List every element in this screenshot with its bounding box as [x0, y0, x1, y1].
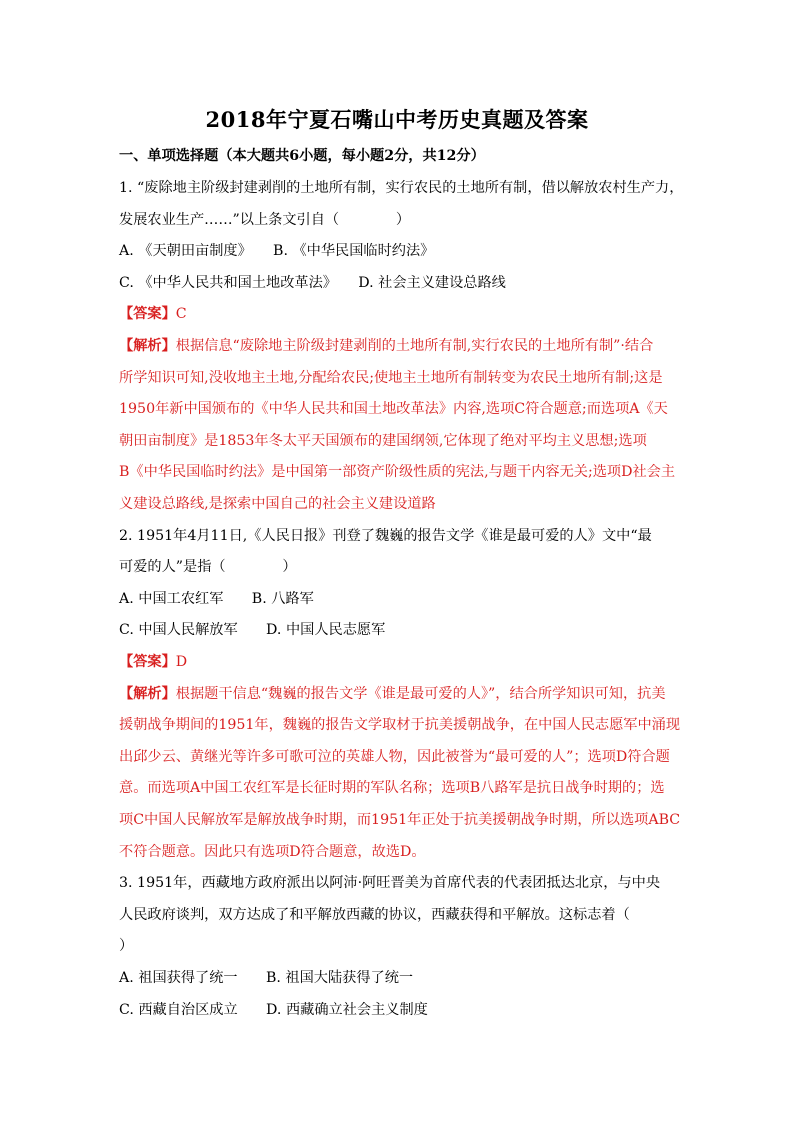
q1-stem-line-2: 发展农业生产……”以上条文引自（ ） [119, 212, 411, 228]
q2-answer-value: D [175, 654, 188, 670]
q2-analysis-line-4: 意。而选项A中国工农红军是长征时期的军队名称；选项B八路军是抗日战争时期的；选 [119, 780, 665, 796]
analysis-tag: 【解析】 [119, 686, 176, 702]
q1-analysis-line-5: B《中华民国临时约法》是中国第一部资产阶级性质的宪法,与题干内容无关;选项D社会主 [119, 464, 676, 480]
q3-stem-line-2: 人民政府谈判，双方达成了和平解放西藏的协议，西藏获得和平解放。这标志着（ [119, 907, 630, 923]
q3-stem-line-3: ） [119, 938, 134, 954]
q3-options-ab: A. 祖国获得了统一 B. 祖国大陆获得了统一 [119, 970, 414, 986]
q2-options-cd: C. 中国人民解放军 D. 中国人民志愿军 [119, 622, 386, 638]
q1-options-ab: A. 《天朝田亩制度》 B. 《中华民国临时约法》 [119, 243, 435, 259]
q1-analysis-text-1: 根据信息“废除地主阶级封建剥削的土地所有制,实行农民的土地所有制”·结合 [175, 338, 654, 354]
q1-answer-value: C [175, 306, 187, 322]
page-title: 2018年宁夏石嘴山中考历史真题及答案 [205, 107, 589, 132]
q2-analysis-line-3: 出邱少云、黄继光等许多可歌可泣的英雄人物，因此被誉为“最可爱的人”；选项D符合题 [119, 749, 670, 765]
q1-analysis-line-4: 朝田亩制度》是1853年冬太平天国颁布的建国纲领,它体现了绝对平均主义思想;选项 [119, 433, 647, 449]
q2-analysis-text-1: 根据题干信息“魏巍的报告文学《谁是最可爱的人》”，结合所学知识可知，抗美 [175, 686, 666, 702]
analysis-tag: 【解析】 [119, 338, 176, 354]
q1-options-cd: C. 《中华人民共和国土地改革法》 D. 社会主义建设总路线 [119, 275, 506, 291]
q2-analysis-line-1 [119, 684, 679, 704]
q3-stem-line-1: 3. 1951年，西藏地方政府派出以阿沛·阿旺晋美为首席代表的代表团抵达北京，与中央 [119, 875, 661, 891]
q1-answer [119, 304, 679, 324]
q1-analysis-line-2: 所学知识可知,没收地主土地,分配给农民;使地主土地所有制转变为农民土地所有制;这是 [119, 370, 663, 386]
q1-stem-line-1: 1. “废除地主阶级封建剥削的土地所有制，实行农民的土地所有制，借以解放农村生产力， [119, 180, 684, 196]
q2-analysis-line-2: 援朝战争期间的1951年，魏巍的报告文学取材于抗美援朝战争，在中国人民志愿军中涌现 [119, 717, 681, 733]
q1-analysis-line-3: 1950年新中国颁布的《中华人民共和国土地改革法》内容,选项C符合题意;而选项A《天 [119, 401, 668, 417]
q2-analysis-line-5: 项C中国人民解放军是解放战争时期，而1951年正处于抗美援朝战争时期，所以选项ABC [119, 812, 681, 828]
answer-tag: 【答案】 [119, 306, 176, 322]
q2-options-ab: A. 中国工农红军 B. 八路军 [119, 591, 314, 607]
q2-answer [119, 652, 679, 672]
q3-options-cd: C. 西藏自治区成立 D. 西藏确立社会主义制度 [119, 1002, 428, 1018]
q2-stem-line-1: 2. 1951年4月11日,《人民日报》刊登了魏巍的报告文学《谁是最可爱的人》文中“最 [119, 528, 652, 544]
q1-analysis-line-1 [119, 336, 679, 356]
q1-analysis-line-6: 义建设总路线,是探索中国自己的社会主义建设道路 [119, 496, 436, 512]
q2-stem-line-2: 可爱的人”是指（ ） [119, 559, 297, 575]
section-heading: 一、单项选择题（本大题共6小题，每小题2分，共12分） [119, 148, 485, 164]
q2-analysis-line-6: 不符合题意。因此只有选项D符合题意，故选D。 [119, 844, 426, 860]
answer-tag: 【答案】 [119, 654, 176, 670]
